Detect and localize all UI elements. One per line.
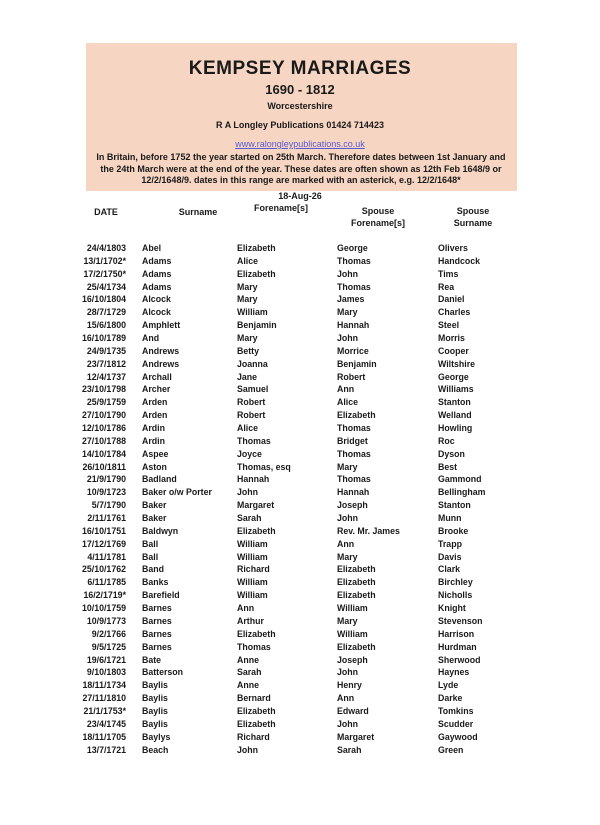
cell-surname: Aston	[142, 461, 167, 472]
cell-surname: Baker o/w Porter	[142, 487, 212, 498]
cell-spouse-forename: Margaret	[337, 731, 375, 742]
column-header-date: DATE	[94, 207, 118, 217]
table-row	[0, 731, 600, 744]
cell-spouse-surname: Stanton	[438, 500, 471, 511]
cell-forename: Hannah	[237, 474, 270, 485]
cell-forename: John	[237, 744, 259, 755]
cell-spouse-surname: Sherwood	[438, 654, 481, 665]
cell-forename: Elizabeth	[237, 268, 276, 279]
cell-forename: Mary	[237, 333, 258, 344]
cell-date: 12/4/1737	[86, 371, 126, 382]
cell-spouse-forename: Hannah	[337, 487, 370, 498]
cell-forename: Bernard	[237, 693, 271, 704]
website-link[interactable]: www.ralongleypublications.co.uk	[235, 139, 365, 149]
cell-date: 10/10/1759	[81, 603, 126, 614]
cell-date: 23/10/1798	[81, 384, 126, 395]
table-row	[0, 563, 600, 576]
cell-surname: Baylis	[142, 718, 168, 729]
table-row	[0, 551, 600, 564]
cell-spouse-surname: Brooke	[438, 525, 469, 536]
cell-date: 25/9/1759	[86, 397, 126, 408]
table-row	[0, 409, 600, 422]
table-row	[0, 718, 600, 731]
cell-surname: Beach	[142, 744, 169, 755]
cell-surname: Ball	[142, 538, 159, 549]
cell-forename: Robert	[237, 397, 266, 408]
cell-date: 9/5/1725	[91, 641, 126, 652]
column-header-spouse-forename	[338, 205, 418, 229]
cell-spouse-forename: Elizabeth	[337, 410, 376, 421]
cell-surname: Banks	[142, 577, 169, 588]
cell-surname: Band	[142, 564, 164, 575]
column-header-forename: Forename[s]	[253, 203, 308, 213]
cell-spouse-surname: Scudder	[438, 718, 474, 729]
table-row	[0, 448, 600, 461]
table-row	[0, 744, 600, 757]
cell-spouse-forename: Mary	[337, 615, 358, 626]
cell-date: 4/11/1781	[87, 551, 126, 562]
cell-date: 9/10/1803	[86, 667, 126, 678]
cell-date: 26/10/1811	[82, 461, 126, 472]
column-header-spouse-surname	[443, 205, 503, 229]
cell-date: 23/7/1812	[86, 358, 126, 369]
cell-surname: Aspee	[142, 448, 169, 459]
cell-spouse-forename: John	[337, 667, 359, 678]
document-date: 18-Aug-26	[278, 191, 322, 201]
cell-surname: Alcock	[142, 294, 171, 305]
cell-surname: Adams	[142, 255, 172, 266]
cell-spouse-surname: Daniel	[438, 294, 465, 305]
table-row	[0, 396, 600, 409]
cell-surname: Barnes	[142, 641, 172, 652]
cell-date: 16/10/1804	[81, 294, 126, 305]
cell-surname: Bate	[142, 654, 162, 665]
table-row	[0, 306, 600, 319]
table-row	[0, 628, 600, 641]
cell-spouse-forename: Mary	[337, 461, 358, 472]
cell-spouse-surname: Munn	[438, 513, 462, 524]
cell-spouse-surname: Gammond	[438, 474, 482, 485]
cell-date: 27/10/1790	[81, 410, 126, 421]
cell-surname: Abel	[142, 243, 162, 253]
table-row	[0, 538, 600, 551]
cell-spouse-forename: Joseph	[337, 500, 368, 511]
cell-spouse-forename: William	[337, 628, 368, 639]
cell-forename: Samuel	[237, 384, 269, 395]
cell-forename: Anne	[237, 680, 259, 691]
cell-forename: Richard	[237, 564, 270, 575]
cell-spouse-surname: Davis	[438, 551, 462, 562]
cell-date: 21/9/1790	[86, 474, 126, 485]
cell-spouse-forename: Mary	[337, 307, 358, 318]
cell-surname: Barnes	[142, 628, 172, 639]
cell-spouse-surname: Lyde	[438, 680, 459, 691]
cell-date: 25/4/1734	[86, 281, 126, 292]
cell-spouse-surname: Tomkins	[438, 705, 474, 716]
cell-spouse-forename: John	[337, 268, 359, 279]
cell-date: 18/11/1734	[82, 680, 126, 691]
cell-spouse-surname: Green	[438, 744, 464, 755]
table-row	[0, 654, 600, 667]
cell-spouse-surname: Haynes	[438, 667, 470, 678]
cell-surname: Badland	[142, 474, 177, 485]
cell-forename: William	[237, 538, 268, 549]
publisher-line: R A Longley Publications 01424 714423	[216, 120, 384, 130]
table-row	[0, 602, 600, 615]
marriage-records-table	[0, 242, 600, 756]
cell-forename: Thomas	[237, 435, 271, 446]
cell-surname: Barnes	[142, 603, 172, 614]
cell-date: 9/2/1766	[91, 628, 126, 639]
cell-spouse-surname: Charles	[438, 307, 471, 318]
cell-spouse-surname: Trapp	[438, 538, 462, 549]
cell-spouse-forename: William	[337, 603, 368, 614]
cell-surname: Batterson	[142, 667, 184, 678]
table-row	[0, 358, 600, 371]
cell-date: 17/12/1769	[81, 538, 126, 549]
table-row	[0, 293, 600, 306]
cell-spouse-forename: Robert	[337, 371, 366, 382]
cell-surname: Baylis	[142, 680, 168, 691]
cell-spouse-surname: Harrison	[438, 628, 475, 639]
column-header-spouse-forename-line1: Spouse	[361, 206, 395, 216]
table-row	[0, 435, 600, 448]
cell-date: 15/6/1800	[86, 320, 126, 331]
cell-forename: Robert	[237, 410, 266, 421]
table-row	[0, 281, 600, 294]
cell-forename: Sarah	[237, 667, 262, 678]
table-row	[0, 345, 600, 358]
table-row	[0, 576, 600, 589]
cell-spouse-surname: Bellingham	[438, 487, 486, 498]
table-row	[0, 666, 600, 679]
cell-forename: Anne	[237, 654, 259, 665]
cell-spouse-surname: Nicholls	[438, 590, 473, 601]
table-row	[0, 641, 600, 654]
cell-spouse-forename: Thomas	[337, 474, 371, 485]
cell-date: 16/2/1719*	[83, 590, 126, 601]
cell-spouse-forename: Ann	[337, 538, 355, 549]
cell-date: 25/10/1762	[81, 564, 126, 575]
cell-spouse-forename: Benjamin	[337, 358, 377, 369]
cell-spouse-surname: Wiltshire	[438, 358, 476, 369]
cell-forename: Joanna	[237, 358, 268, 369]
cell-forename: Mary	[237, 281, 258, 292]
cell-spouse-forename: John	[337, 333, 359, 344]
cell-forename: Elizabeth	[237, 705, 276, 716]
cell-spouse-forename: Elizabeth	[337, 590, 376, 601]
cell-forename: Joyce	[237, 448, 262, 459]
cell-surname: Baylys	[142, 731, 171, 742]
cell-surname: Archall	[142, 371, 172, 382]
cell-spouse-surname: Stanton	[438, 397, 471, 408]
cell-date: 27/11/1810	[82, 693, 126, 704]
table-row	[0, 268, 600, 281]
cell-spouse-forename: Edward	[337, 705, 369, 716]
cell-spouse-forename: Sarah	[337, 744, 362, 755]
cell-forename: Jane	[237, 371, 258, 382]
cell-forename: Thomas, esq	[237, 461, 291, 472]
table-row	[0, 525, 600, 538]
cell-spouse-surname: Steel	[438, 320, 460, 331]
table-row	[0, 692, 600, 705]
cell-spouse-surname: Howling	[438, 423, 473, 434]
cell-date: 28/7/1729	[86, 307, 126, 318]
cell-date: 6/11/1785	[87, 577, 126, 588]
cell-date: 16/10/1789	[81, 333, 126, 344]
cell-forename: Mary	[237, 294, 258, 305]
cell-forename: Elizabeth	[237, 718, 276, 729]
cell-spouse-surname: Knight	[438, 603, 466, 614]
cell-spouse-forename: Thomas	[337, 448, 371, 459]
cell-forename: William	[237, 577, 268, 588]
cell-spouse-surname: Rea	[438, 281, 455, 292]
cell-spouse-forename: Hannah	[337, 320, 370, 331]
cell-spouse-forename: James	[337, 294, 365, 305]
cell-spouse-forename: Thomas	[337, 281, 371, 292]
page-title: KEMPSEY MARRIAGES	[188, 58, 412, 79]
cell-spouse-forename: Thomas	[337, 423, 371, 434]
cell-spouse-surname: Welland	[438, 410, 472, 421]
cell-spouse-forename: Elizabeth	[337, 564, 376, 575]
column-header-spouse-surname-line1: Spouse	[456, 206, 490, 216]
cell-spouse-surname: Morris	[438, 333, 465, 344]
cell-surname: Baker	[142, 500, 167, 511]
cell-spouse-surname: Williams	[438, 384, 474, 395]
cell-date: 14/10/1784	[81, 448, 126, 459]
cell-date: 13/1/1702*	[83, 255, 126, 266]
column-header-surname: Surname	[178, 207, 218, 217]
table-row	[0, 332, 600, 345]
table-row	[0, 319, 600, 332]
table-row	[0, 512, 600, 525]
cell-forename: William	[237, 307, 268, 318]
cell-spouse-surname: Tims	[438, 268, 459, 279]
cell-date: 24/4/1803	[86, 243, 126, 253]
cell-surname: Ardin	[142, 423, 165, 434]
cell-surname: And	[142, 333, 160, 344]
cell-date: 16/10/1751	[81, 525, 126, 536]
cell-date: 19/6/1721	[86, 654, 126, 665]
year-range: 1690 - 1812	[265, 82, 335, 97]
table-row	[0, 679, 600, 692]
cell-date: 21/1/1753*	[83, 705, 126, 716]
cell-forename: Elizabeth	[237, 243, 276, 253]
cell-spouse-surname: Roc	[438, 435, 455, 446]
cell-surname: Barefield	[142, 590, 180, 601]
cell-date: 13/7/1721	[86, 744, 126, 755]
cell-spouse-forename: Bridget	[337, 435, 368, 446]
cell-forename: Richard	[237, 731, 270, 742]
table-row	[0, 589, 600, 602]
cell-spouse-forename: Thomas	[337, 255, 371, 266]
column-header-spouse-surname-line2: Surname	[453, 218, 493, 228]
cell-surname: Andrews	[142, 345, 180, 356]
table-row	[0, 461, 600, 474]
cell-spouse-surname: Gaywood	[438, 731, 478, 742]
cell-spouse-forename: Ann	[337, 693, 355, 704]
table-row	[0, 499, 600, 512]
cell-surname: Adams	[142, 281, 172, 292]
cell-surname: Baylis	[142, 705, 168, 716]
cell-date: 27/10/1788	[81, 435, 126, 446]
cell-surname: Arden	[142, 397, 168, 408]
cell-surname: Ardin	[142, 435, 165, 446]
cell-spouse-forename: Morrice	[337, 345, 369, 356]
cell-spouse-forename: George	[337, 243, 368, 253]
table-row	[0, 486, 600, 499]
cell-spouse-forename: Joseph	[337, 654, 368, 665]
table-row	[0, 371, 600, 384]
cell-forename: William	[237, 551, 268, 562]
cell-spouse-forename: John	[337, 513, 359, 524]
cell-surname: Ball	[142, 551, 159, 562]
cell-forename: Elizabeth	[237, 525, 276, 536]
cell-spouse-surname: Dyson	[438, 448, 465, 459]
cell-spouse-surname: Hurdman	[438, 641, 477, 652]
cell-date: 24/9/1735	[86, 345, 126, 356]
cell-forename: William	[237, 590, 268, 601]
cell-date: 2/11/1761	[87, 513, 126, 524]
cell-surname: Archer	[142, 384, 171, 395]
cell-forename: Elizabeth	[237, 628, 276, 639]
cell-date: 17/2/1750*	[83, 268, 126, 279]
column-header-spouse-forename-line2: Forename[s]	[350, 218, 405, 228]
cell-forename: Sarah	[237, 513, 262, 524]
cell-forename: Arthur	[237, 615, 264, 626]
table-row	[0, 615, 600, 628]
cell-spouse-forename: Elizabeth	[337, 577, 376, 588]
table-row	[0, 473, 600, 486]
cell-surname: Alcock	[142, 307, 171, 318]
cell-surname: Baylis	[142, 693, 168, 704]
cell-date: 10/9/1723	[86, 487, 126, 498]
cell-spouse-surname: Birchley	[438, 577, 473, 588]
county-label: Worcestershire	[267, 101, 333, 111]
cell-spouse-forename: Elizabeth	[337, 641, 376, 652]
cell-spouse-forename: John	[337, 718, 359, 729]
table-row	[0, 242, 600, 255]
cell-spouse-forename: Rev. Mr. James	[337, 525, 400, 536]
cell-date: 10/9/1773	[86, 615, 126, 626]
cell-spouse-surname: Best	[438, 461, 458, 472]
cell-spouse-surname: Handcock	[438, 255, 481, 266]
cell-spouse-surname: Clark	[438, 564, 461, 575]
cell-forename: Alice	[237, 423, 259, 434]
cell-forename: Alice	[237, 255, 259, 266]
cell-date: 23/4/1745	[86, 718, 126, 729]
table-row	[0, 255, 600, 268]
date-note: In Britain, before 1752 the year started on 25th March. Therefore dates between 1st January and the 24th March were at the end of the year. These dates are often shown as 12th Feb 1648/9 or 12/2/1648/9. dates in this range are marked with an asterick, e.g. 12/2/1648*	[96, 152, 506, 185]
cell-spouse-surname: Cooper	[438, 345, 469, 356]
cell-surname: Adams	[142, 268, 172, 279]
cell-spouse-forename: Alice	[337, 397, 359, 408]
table-row	[0, 705, 600, 718]
table-row	[0, 422, 600, 435]
cell-surname: Baldwyn	[142, 525, 179, 536]
cell-forename: Margaret	[237, 500, 275, 511]
cell-spouse-surname: Darke	[438, 693, 463, 704]
cell-surname: Arden	[142, 410, 168, 421]
cell-spouse-forename: Mary	[337, 551, 358, 562]
cell-date: 5/7/1790	[91, 500, 126, 511]
cell-surname: Baker	[142, 513, 167, 524]
cell-spouse-surname: Stevenson	[438, 615, 483, 626]
cell-forename: Benjamin	[237, 320, 277, 331]
cell-spouse-surname: Olivers	[438, 243, 468, 253]
table-row	[0, 383, 600, 396]
cell-surname: Amphlett	[142, 320, 181, 331]
cell-forename: Ann	[237, 603, 255, 614]
cell-surname: Andrews	[142, 358, 180, 369]
cell-date: 18/11/1705	[82, 731, 126, 742]
cell-forename: Betty	[237, 345, 259, 356]
cell-spouse-forename: Ann	[337, 384, 355, 395]
cell-spouse-surname: George	[438, 371, 469, 382]
cell-date: 12/10/1786	[81, 423, 126, 434]
cell-forename: Thomas	[237, 641, 271, 652]
cell-spouse-forename: Henry	[337, 680, 362, 691]
cell-surname: Barnes	[142, 615, 172, 626]
cell-forename: John	[237, 487, 259, 498]
